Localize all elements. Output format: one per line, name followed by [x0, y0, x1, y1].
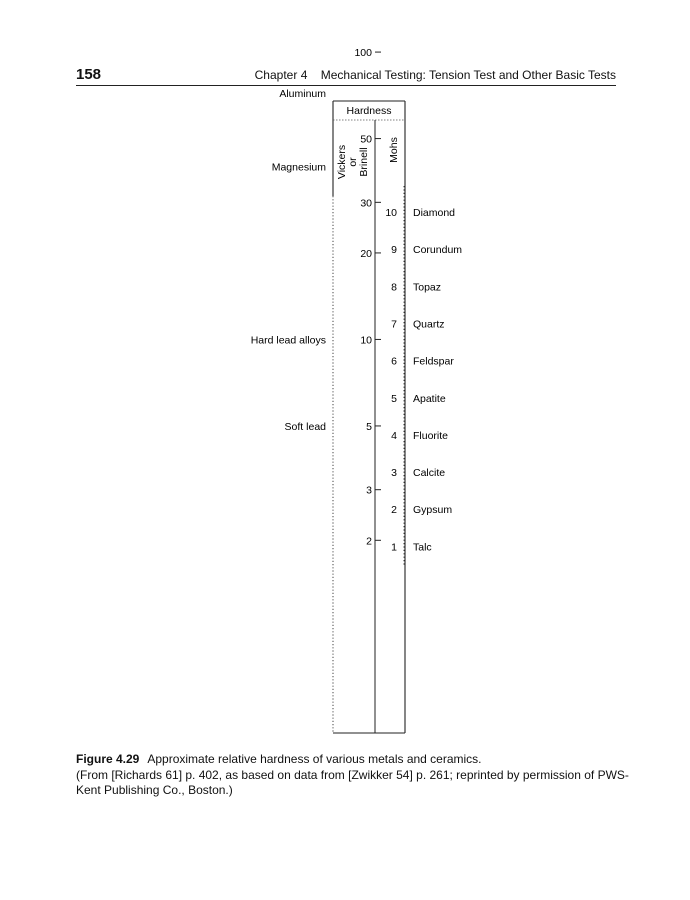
chapter-title: Mechanical Testing: Tension Test and Other Basic Tests [320, 68, 616, 82]
vickers-tick-label: 2 [366, 535, 372, 548]
mohs-mineral-label: Talc [413, 541, 432, 554]
materials-group [231, 0, 326, 433]
scale-frame [333, 101, 405, 733]
mohs-group [385, 207, 462, 553]
mohs-value-label: 1 [391, 541, 397, 554]
mohs-mineral-label: Calcite [413, 467, 446, 480]
mohs-value-label: 2 [391, 504, 397, 517]
mohs-value-label: 9 [391, 244, 397, 257]
vickers-header-line: Brinell [358, 147, 370, 177]
vickers-header-line: or [347, 157, 359, 167]
mohs-mineral-label: Diamond [413, 207, 456, 219]
mohs-mineral-label: Corundum [413, 244, 463, 257]
vickers-tick-label: 50 [360, 133, 372, 146]
mohs-mineral-label: Fluorite [413, 429, 449, 442]
vickers-tick-label: 5 [366, 420, 372, 433]
material-label: Hard lead alloys [250, 334, 326, 347]
mohs-mineral-label: Feldspar [413, 355, 454, 368]
mohs-value-label: 7 [391, 318, 397, 331]
hardness-title: Hardness [346, 105, 392, 117]
figure-caption [76, 752, 636, 799]
mohs-header: Mohs [388, 137, 400, 163]
page-number: 158 [76, 66, 102, 83]
figure-label: Figure 4.29 [76, 752, 140, 766]
caption-source: (From [Richards 61] p. 402, as based on data from [Zwikker 54] p. 261; reprinted by permission of PWS-Kent Publishing Co., Boston.) [76, 767, 629, 797]
chapter-number: 4 [300, 68, 308, 82]
material-label: Aluminum [279, 88, 326, 101]
mohs-value-label: 6 [391, 355, 397, 368]
mohs-value-label: 5 [391, 392, 397, 405]
vickers-tick-label: 3 [366, 484, 372, 497]
vickers-tick-group [349, 0, 381, 547]
mohs-mineral-label: Gypsum [413, 504, 453, 517]
vickers-tick-label: 100 [354, 47, 372, 60]
material-label: Soft lead [284, 420, 326, 433]
chapter-label: Chapter [254, 68, 298, 82]
mohs-value-label: 3 [391, 467, 397, 480]
material-label: Magnesium [271, 161, 326, 174]
vickers-tick-label: 10 [360, 334, 372, 347]
caption-text: Approximate relative hardness of various metals and ceramics. [147, 752, 482, 766]
mohs-value-label: 4 [391, 429, 397, 442]
vickers-header-line: Vickers [336, 144, 348, 180]
mohs-value-label: 8 [391, 281, 397, 294]
vickers-tick-label: 30 [360, 197, 372, 210]
mohs-mineral-label: Apatite [413, 392, 446, 405]
mohs-mineral-label: Quartz [413, 318, 445, 331]
mohs-value-label: 10 [385, 207, 397, 219]
mohs-mineral-label: Topaz [413, 281, 442, 294]
vickers-tick-label: 20 [360, 247, 372, 260]
